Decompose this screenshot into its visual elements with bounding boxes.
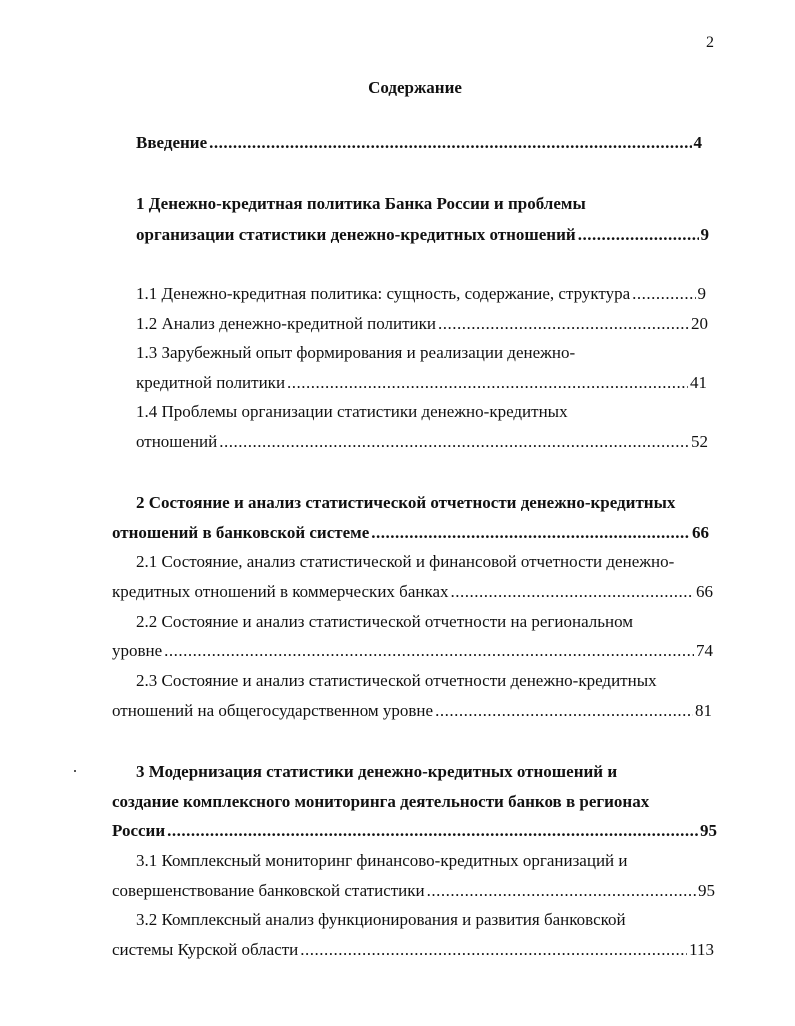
toc-section-3-2 (112, 939, 714, 961)
toc-entry-text: уровне (112, 641, 163, 660)
toc-entry-text: Введение (136, 133, 208, 152)
toc-entry-text: отношений (136, 432, 218, 451)
toc-leader-dots (287, 372, 688, 394)
toc-chapter-3-line1: 3 Модернизация статистики денежно-кредитных отношений и (136, 762, 618, 781)
toc-leader-dots (164, 640, 694, 662)
toc-section-3-1-line1: 3.1 Комплексный мониторинг финансово-кредитных организаций и (136, 851, 628, 870)
toc-entry-page: 9 (697, 284, 706, 303)
toc-leader-dots (167, 820, 698, 842)
toc-chapter-2 (112, 522, 709, 544)
toc-section-2-1 (112, 581, 713, 603)
toc-entry-page: 66 (692, 523, 709, 542)
toc-section-2-3-line1: 2.3 Состояние и анализ статистической отчетности денежно-кредитных (136, 671, 657, 690)
toc-leader-dots (427, 880, 696, 902)
toc-section-2-3 (112, 700, 712, 722)
toc-section-3-2-line1: 3.2 Комплексный анализ функционирования и развития банковской (136, 910, 626, 929)
toc-chapter-1-line1: 1 Денежно-кредитная политика Банка России и проблемы (136, 194, 586, 213)
toc-leader-dots (209, 132, 691, 154)
toc-leader-dots (438, 313, 689, 335)
toc-leader-dots (219, 431, 689, 453)
toc-section-2-2-line1: 2.2 Состояние и анализ статистической отчетности на региональном (136, 612, 634, 631)
toc-leader-dots (451, 581, 694, 603)
toc-entry-page: 66 (696, 582, 713, 601)
toc-chapter-3-line2: создание комплексного мониторинга деятельности банков в регионах (112, 792, 650, 811)
toc-leader-dots (578, 224, 699, 246)
toc-leader-dots (371, 522, 690, 544)
toc-section-3-1 (112, 880, 715, 902)
toc-section-1-2 (136, 313, 708, 335)
toc-entry-text: кредитных отношений в коммерческих банках (112, 582, 449, 601)
toc-chapter-3 (112, 820, 717, 842)
toc-section-1-4-line1: 1.4 Проблемы организации статистики денежно-кредитных (136, 402, 568, 421)
toc-entry-page: 95 (698, 881, 715, 900)
toc-entry-text: системы Курской области (112, 940, 299, 959)
page-number: 2 (706, 34, 714, 51)
toc-entry-page: 52 (691, 432, 708, 451)
toc-leader-dots (300, 939, 687, 961)
toc-section-1-4 (136, 431, 708, 453)
toc-entry-text: организации статистики денежно-кредитных отношений (136, 225, 576, 244)
toc-entry-text: России (112, 821, 166, 840)
toc-chapter-1 (136, 224, 709, 246)
scan-speck (74, 770, 76, 772)
toc-leader-dots (435, 700, 693, 722)
toc-entry-text: отношений на общегосударственном уровне (112, 701, 434, 720)
toc-entry-text: 1.1 Денежно-кредитная политика: сущность, содержание, структура (136, 284, 631, 303)
toc-entry-page: 113 (689, 940, 714, 959)
toc-entry-page: 20 (691, 314, 708, 333)
toc-entry-page: 74 (696, 641, 713, 660)
toc-entry-page: 41 (690, 373, 707, 392)
toc-entry-text: совершенствование банковской статистики (112, 881, 425, 900)
toc-section-1-3-line1: 1.3 Зарубежный опыт формирования и реализации денежно- (136, 343, 576, 362)
toc-section-2-1-line1: 2.1 Состояние, анализ статистической и финансовой отчетности денежно- (136, 552, 675, 571)
toc-chapter-2-line1: 2 Состояние и анализ статистической отчетности денежно-кредитных (136, 493, 676, 512)
toc-entry-text: кредитной политики (136, 373, 286, 392)
toc-entry-page: 81 (695, 701, 712, 720)
toc-section-1-1 (136, 283, 706, 305)
toc-entry-page: 95 (700, 821, 717, 840)
toc-entry-text: 1.2 Анализ денежно-кредитной политики (136, 314, 436, 333)
toc-section-1-3 (136, 372, 707, 394)
toc-entry-page: 4 (693, 133, 702, 152)
page-title: Содержание (368, 78, 462, 97)
toc-section-2-2 (112, 640, 713, 662)
toc-entry-introduction (136, 132, 702, 154)
toc-entry-text: отношений в банковской системе (112, 523, 370, 542)
toc-entry-page: 9 (700, 225, 709, 244)
toc-leader-dots (632, 283, 695, 305)
